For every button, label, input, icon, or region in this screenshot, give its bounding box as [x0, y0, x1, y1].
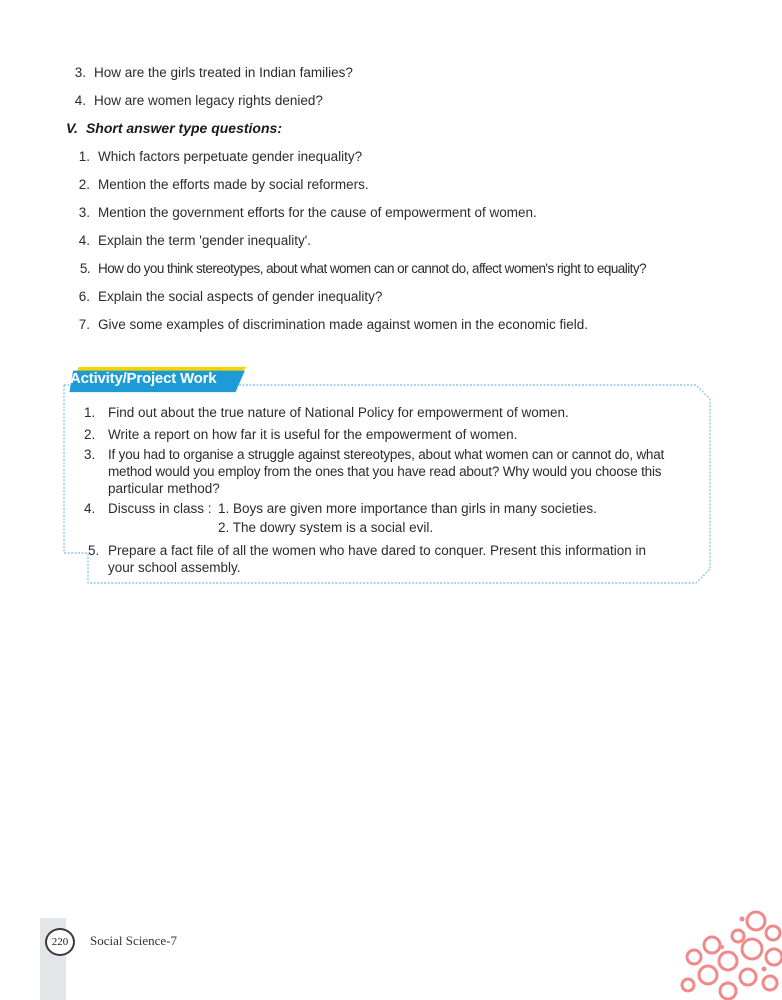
activity-item [84, 500, 704, 536]
decorative-rings-icon [676, 905, 782, 1000]
question-text: Mention the efforts made by social reformers. [98, 177, 369, 192]
question-number: 3. [78, 205, 90, 220]
question-text: Give some examples of discrimination made against women in the economic field. [98, 317, 588, 332]
question-item [66, 204, 537, 222]
question-number: 7. [78, 317, 90, 332]
question-number: 5. [79, 261, 90, 276]
question-number: 1. [78, 149, 90, 164]
question-text: How are women legacy rights denied? [94, 93, 323, 108]
activity-item-text-line: method would you employ from the ones that you have read about? Why would you choose this [108, 464, 662, 479]
question-number: 4. [74, 93, 86, 108]
activity-item-number: 1. [84, 405, 96, 420]
question-text: How do you think stereotypes, about what women can or cannot do, affect women's right to equality? [98, 261, 647, 276]
activity-item-number: 3. [84, 447, 96, 462]
question-item [66, 232, 311, 250]
activity-subitem: 2. The dowry system is a social evil. [218, 520, 434, 535]
activity-item-number: 4. [84, 501, 96, 516]
section-heading [66, 120, 282, 136]
activity-item-text-line: particular method? [108, 481, 220, 496]
activity-item-text: Write a report on how far it is useful for the empowerment of women. [108, 427, 518, 442]
activity-item-text-line: If you had to organise a struggle against stereotypes, about what women can or cannot do, what [108, 447, 665, 462]
activity-item-text-line: your school assembly. [108, 560, 241, 575]
question-number: 3. [74, 65, 86, 80]
section-title: Short answer type questions: [85, 120, 282, 136]
question-item [66, 260, 646, 278]
question-item [66, 148, 362, 166]
question-item [66, 176, 369, 194]
activity-title: Activity/Project Work [70, 370, 217, 387]
activity-item-text: Find out about the true nature of National Policy for empowerment of women. [108, 405, 569, 420]
question-text: How are the girls treated in Indian families? [94, 65, 353, 80]
question-text: Explain the social aspects of gender inequality? [98, 289, 383, 304]
activity-item-lead: Discuss in class : [108, 501, 212, 516]
activity-item-text-line: Prepare a fact file of all the women who have dared to conquer. Present this information in [108, 543, 647, 558]
question-item [66, 316, 588, 334]
activity-item [88, 542, 708, 578]
question-item [66, 288, 382, 306]
question-text: Which factors perpetuate gender inequality? [98, 149, 363, 164]
question-item [62, 92, 323, 110]
page-number: 220 [45, 928, 75, 956]
activity-subitem: 1. Boys are given more importance than girls in many societies. [218, 501, 597, 516]
activity-item [84, 404, 704, 422]
question-number: 6. [78, 289, 90, 304]
question-number: 2. [78, 177, 90, 192]
question-number: 4. [78, 233, 90, 248]
question-item [62, 64, 353, 82]
activity-item [84, 426, 704, 444]
question-text: Mention the government efforts for the cause of empowerment of women. [98, 205, 537, 220]
section-roman-numeral: V. [66, 120, 78, 136]
activity-item [84, 446, 704, 500]
activity-item-number: 5. [88, 543, 100, 558]
question-text: Explain the term 'gender inequality'. [98, 233, 312, 248]
activity-item-number: 2. [84, 427, 96, 442]
book-title: Social Science-7 [90, 933, 177, 948]
